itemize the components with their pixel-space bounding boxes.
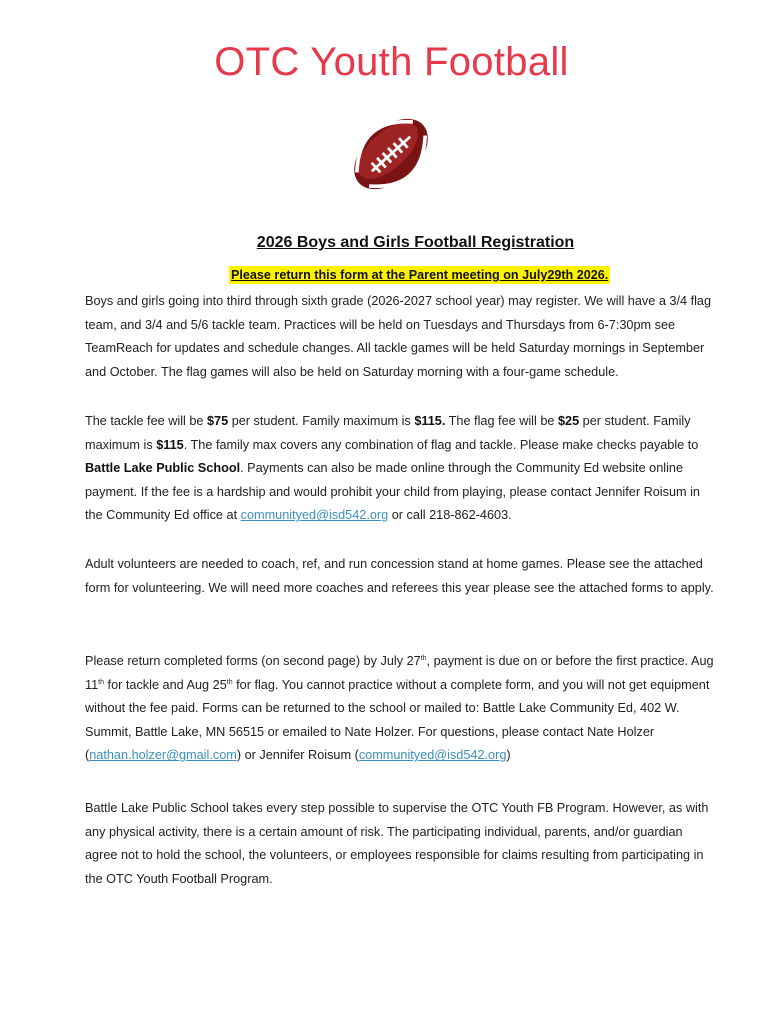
community-ed-email-link[interactable]: communityed@isd542.org (240, 508, 389, 523)
fees-paragraph: The tackle fee will be $75 per student. Family maximum is $115. The flag fee will be $25 per student. Family maximum is $115. The family max covers any combination of flag and tackle. Please make checks payable to Battle Lake Public School. Payments can also be made online through the Community Ed website online payment. If the fee is a hardship and would prohibit your child from playing, please contact Jennifer Roisum in the Community Ed office at communityed@isd542.org or call 218-862-4603. (85, 414, 700, 523)
nate-holzer-email-link[interactable]: nathan.holzer@gmail.com (89, 748, 237, 763)
forms-deadline-paragraph: Please return completed forms (on second page) by July 27th, payment is due on or before the first practice. Aug 11th for tackle and Aug 25th for flag. You cannot practice without a complete form, and you will not get equipment without the fee paid. Forms can be returned to the school or mailed to: Battle Lake Community Ed, 402 W. Summit, Battle Lake, MN 56515 or emailed to Nate Holzer. For questions, please contact Nate Holzer (nathan.holzer@gmail.com) or Jennifer Roisum (communityed@isd542.org) (85, 654, 714, 763)
program-description-paragraph: Boys and girls going into third through sixth grade (2026-2027 school year) may register. We will have a 3/4 flag team, and 3/4 and 5/6 tackle team. Practices will be held on Tuesdays and Thursdays from 6-7:30pm see TeamReach for updates and schedule changes. All tackle games will be held Saturday mornings in September and October. The flag games will also be held on Saturday morning with a four-game schedule. (85, 294, 712, 379)
flag-fee: $25 (557, 414, 580, 428)
notice-container (229, 266, 609, 284)
community-ed-email-link-2[interactable]: communityed@isd542.org (358, 748, 507, 763)
family-max-2: $115 (156, 437, 184, 452)
volunteers-paragraph: Adult volunteers are needed to coach, ref, and run concession stand at home games. Please see the attached form for volunteering. We will need more coaches and referees this year please see the attached forms to apply. (85, 557, 714, 595)
family-max-1: $115. (414, 414, 446, 428)
football-icon (345, 108, 437, 200)
liability-paragraph: Battle Lake Public School takes every step possible to supervise the OTC Youth FB Program. However, as with any physical activity, there is a certain amount of risk. The participating individual, parents, and/or guardian agree not to hold the school, the volunteers, or employees responsible for claims resulting from participating in the OTC Youth Football Program. (85, 801, 709, 886)
payee-name: Battle Lake Public School (85, 461, 241, 476)
tackle-fee: $75 (207, 414, 229, 428)
registration-heading: 2026 Boys and Girls Football Registration (256, 234, 575, 251)
page-title: OTC Youth Football (214, 40, 569, 84)
return-form-notice: Please return this form at the Parent meeting on July29th 2026. (231, 268, 609, 282)
